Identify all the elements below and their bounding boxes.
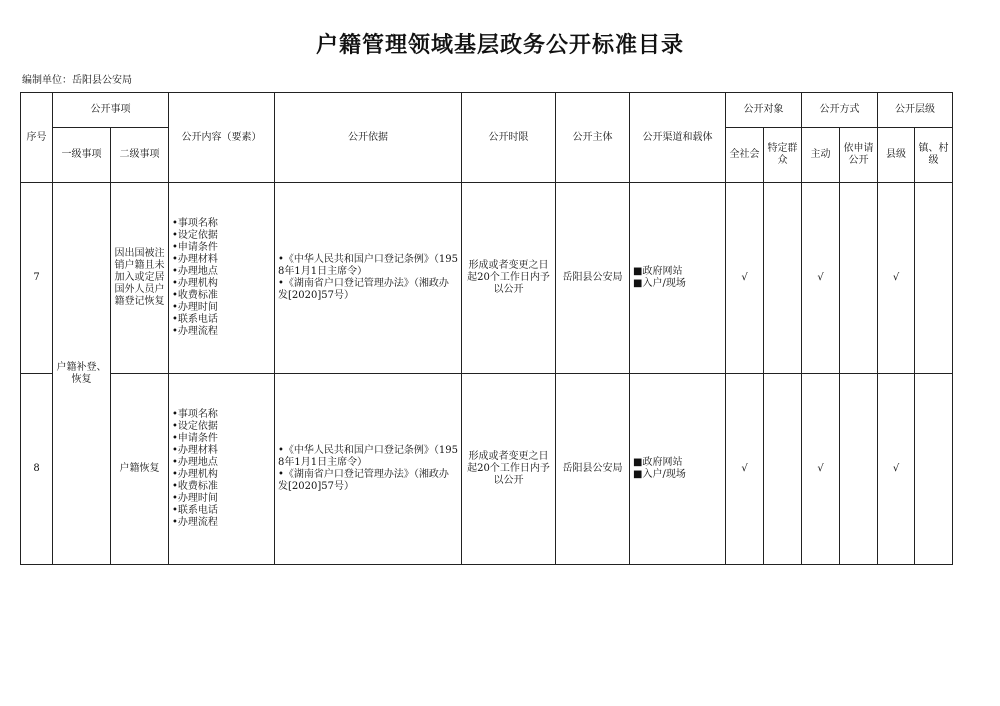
row-subject: 岳阳县公安局 — [556, 374, 630, 565]
element-item: •办理材料 — [172, 445, 218, 456]
element-item: •办理时间 — [172, 493, 218, 504]
element-item: •联系电话 — [172, 314, 218, 325]
row-seq: 7 — [21, 183, 53, 374]
check-target-specific — [764, 374, 802, 565]
row-basis — [275, 183, 462, 374]
element-item: •联系电话 — [172, 505, 218, 516]
header-channel: 公开渠道和载体 — [630, 93, 726, 183]
basis-item: •《中华人民共和国户口登记条例》（1958年1月1日主席令） — [278, 254, 458, 277]
check-level-county: √ — [878, 374, 915, 565]
header-row-1 — [21, 93, 953, 128]
header-subject: 公开主体 — [556, 93, 630, 183]
check-level-town — [915, 183, 953, 374]
check-target-all: √ — [726, 183, 764, 374]
page-title: 户籍管理领域基层政务公开标准目录 — [315, 33, 684, 58]
row-level1: 户籍补登、恢复 — [53, 183, 111, 565]
header-level: 公开层级 — [878, 93, 953, 128]
row-elements — [169, 374, 275, 565]
basis-item: •《湖南省户口登记管理办法》（湘政办发[2020]57号） — [278, 469, 449, 492]
element-item: •办理流程 — [172, 517, 218, 528]
channel-item: ■政府网站 — [633, 457, 683, 468]
element-item: •办理地点 — [172, 457, 218, 468]
element-item: •事项名称 — [172, 409, 218, 420]
element-item: •设定依据 — [172, 421, 218, 432]
catalog-table — [20, 92, 953, 565]
header-disclosure-item: 公开事项 — [53, 93, 169, 128]
row-time-limit: 形成或者变更之日起20个工作日内予以公开 — [462, 183, 556, 374]
check-target-all: √ — [726, 374, 764, 565]
header-level1: 一级事项 — [53, 128, 111, 183]
channel-item: ■入户/现场 — [633, 278, 686, 289]
element-item: •办理材料 — [172, 254, 218, 265]
channel-item: ■入户/现场 — [633, 469, 686, 480]
row-basis — [275, 374, 462, 565]
element-item: •办理时间 — [172, 302, 218, 313]
row-time-limit: 形成或者变更之日起20个工作日内予以公开 — [462, 374, 556, 565]
element-item: •申请条件 — [172, 433, 218, 444]
check-method-apply — [840, 183, 878, 374]
row-level2: 因出国被注销户籍且未加入或定居国外人员户籍登记恢复 — [111, 183, 169, 374]
table-row — [21, 183, 953, 374]
header-target: 公开对象 — [726, 93, 802, 128]
element-item: •收费标准 — [172, 481, 218, 492]
header-target-specific: 特定群众 — [764, 128, 802, 183]
header-target-all: 全社会 — [726, 128, 764, 183]
header-seq: 序号 — [21, 93, 53, 183]
check-level-county: √ — [878, 183, 915, 374]
compiling-unit: 编制单位：岳阳县公安局 — [22, 75, 132, 86]
row-seq: 8 — [21, 374, 53, 565]
channel-item: ■政府网站 — [633, 266, 683, 277]
basis-item: •《湖南省户口登记管理办法》（湘政办发[2020]57号） — [278, 278, 449, 301]
check-method-active: √ — [802, 374, 840, 565]
header-method-apply: 依申请公开 — [840, 128, 878, 183]
header-method-active: 主动 — [802, 128, 840, 183]
element-item: •办理机构 — [172, 278, 218, 289]
element-item: •办理流程 — [172, 326, 218, 337]
header-level-county: 县级 — [878, 128, 915, 183]
element-item: •申请条件 — [172, 242, 218, 253]
header-time-limit: 公开时限 — [462, 93, 556, 183]
check-target-specific — [764, 183, 802, 374]
header-level2: 二级事项 — [111, 128, 169, 183]
check-level-town — [915, 374, 953, 565]
header-basis: 公开依据 — [275, 93, 462, 183]
element-item: •事项名称 — [172, 218, 218, 229]
row-subject: 岳阳县公安局 — [556, 183, 630, 374]
header-level-town: 镇、村级 — [915, 128, 953, 183]
row-level2: 户籍恢复 — [111, 374, 169, 565]
header-content: 公开内容（要素） — [169, 93, 275, 183]
row-channels — [630, 183, 726, 374]
header-method: 公开方式 — [802, 93, 878, 128]
row-channels — [630, 374, 726, 565]
element-item: •收费标准 — [172, 290, 218, 301]
check-method-active: √ — [802, 183, 840, 374]
element-item: •办理地点 — [172, 266, 218, 277]
element-item: •办理机构 — [172, 469, 218, 480]
element-item: •设定依据 — [172, 230, 218, 241]
row-elements — [169, 183, 275, 374]
basis-item: •《中华人民共和国户口登记条例》（1958年1月1日主席令） — [278, 445, 458, 468]
table-row — [21, 374, 953, 565]
check-method-apply — [840, 374, 878, 565]
